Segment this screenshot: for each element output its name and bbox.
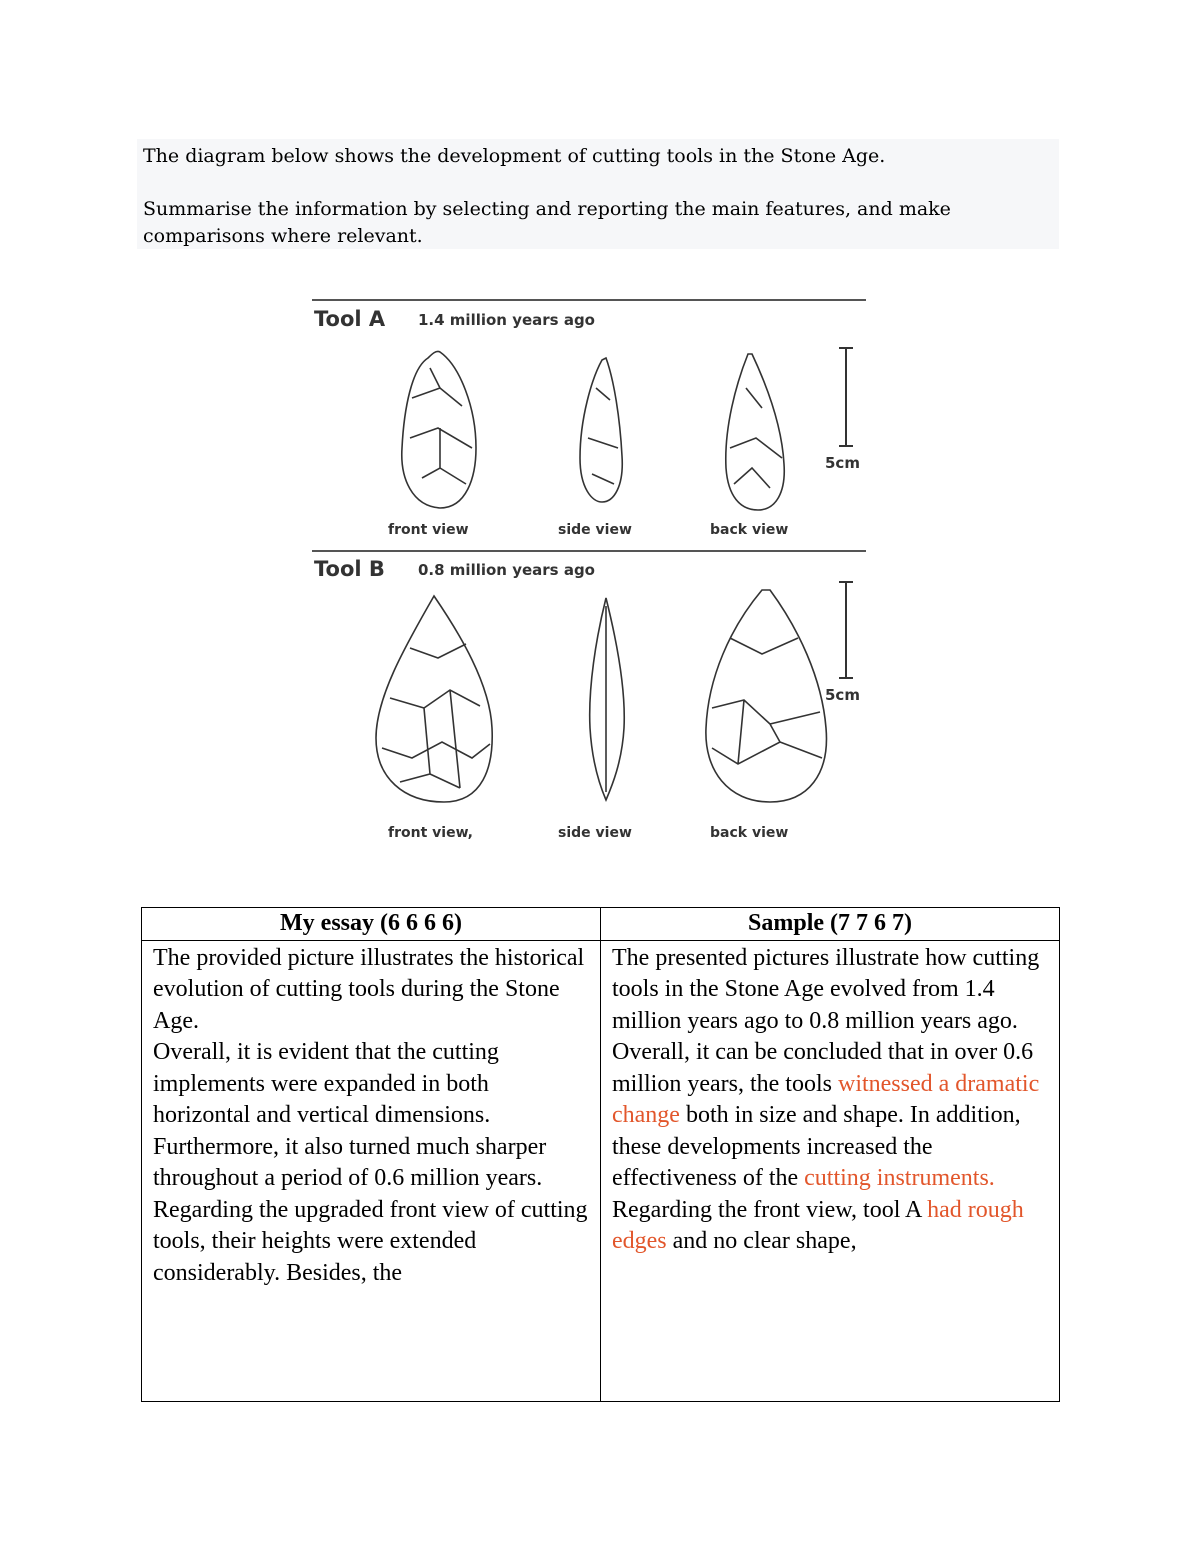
diagram-svg [300,288,900,840]
header-my-essay: My essay (6 6 6 6) [142,908,601,941]
table-row [142,940,1060,1401]
sample-paragraph-2 [612,1037,1049,1195]
task-prompt [137,139,1059,249]
sample-p3-text-a: Regarding the front view, tool A [612,1196,928,1223]
tool-a-back-view-drawing [726,354,784,510]
sample-paragraph-3 [612,1195,1049,1258]
tool-a-view-front: front view [388,522,469,538]
stone-tools-diagram [300,288,900,840]
tool-a-side-view-drawing [580,358,622,502]
essay-paragraph-2: Overall, it is evident that the cutting implements were expanded in both horizontal and vertical dimensions. Furthermore, it also turned much sharper throughout a period of 0.6 million years. [153,1039,547,1191]
table-header-row [142,908,1060,941]
tool-a-view-back: back view [710,522,789,538]
tool-b-view-front: front view, [388,825,473,840]
tool-b-scale-label: 5cm [825,686,860,704]
sample-p3-highlight: had rough edges [612,1196,1024,1254]
prompt-line-2: Summarise the information by selecting and reporting the main features, and make comparisons where relevant. [143,198,951,247]
my-essay-cell [142,940,601,1401]
sample-p3-text-b: and no clear shape, [666,1228,857,1254]
sample-p2-highlight-2: cutting instruments. [804,1165,995,1191]
tool-b-view-side: side view [558,825,632,840]
sample-paragraph-1: The presented pictures illustrate how cutting tools in the Stone Age evolved from 1.4 million years ago to 0.8 million years ago. [612,944,1040,1034]
tool-b-back-view-drawing [706,590,827,802]
tool-a-name: Tool A [314,307,386,331]
essay-paragraph-1: The provided picture illustrates the historical evolution of cutting tools during the Stone Age. [153,944,585,1034]
tool-b-view-back: back view [710,825,789,840]
tool-b-name: Tool B [314,557,385,581]
prompt-line-1: The diagram below shows the development of cutting tools in the Stone Age. [143,145,886,167]
tool-b-scale-bar [839,582,853,678]
tool-a-view-side: side view [558,522,632,538]
sample-p2-text-b: both in size and shape. In addition, these developments increased the effectiveness of the [612,1102,1021,1191]
tool-b-front-view-drawing [376,596,492,802]
tool-a-front-view-drawing [402,351,476,508]
sample-p2-highlight-1: witnessed a dramatic change [612,1070,1040,1128]
sample-cell [601,940,1060,1401]
tool-a-age: 1.4 million years ago [418,311,595,329]
sample-p2-text-a: Overall, it can be concluded that in over 0.6 million years, the tools [612,1039,1034,1097]
tool-a-scale-label: 5cm [825,454,860,472]
tool-a-scale-bar [839,348,853,446]
header-sample: Sample (7 7 6 7) [601,908,1060,941]
comparison-table [141,907,1060,1402]
essay-paragraph-3: Regarding the upgraded front view of cutting tools, their heights were extended considerably. Besides, the [153,1196,588,1286]
tool-b-side-view-drawing [590,598,625,800]
tool-b-age: 0.8 million years ago [418,561,595,579]
